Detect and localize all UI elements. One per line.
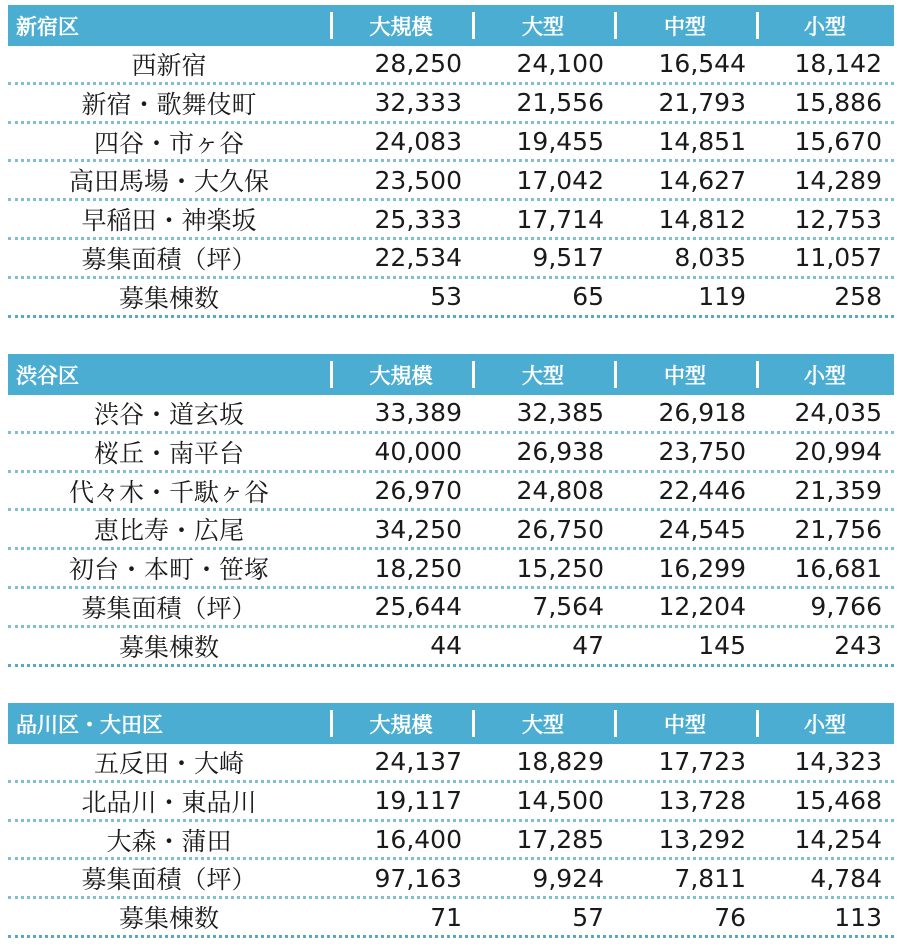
row-label: 募集面積（坪） — [81, 593, 257, 623]
row-label: 新宿・歌舞伎町 — [81, 89, 257, 119]
table-row — [8, 822, 894, 861]
cell-value: 14,812 — [658, 204, 746, 234]
cell-value: 243 — [834, 631, 882, 661]
cell-value: 14,500 — [516, 786, 604, 816]
cell-value: 23,750 — [658, 437, 746, 467]
table-row — [8, 744, 894, 783]
cell-value: 9,517 — [532, 243, 604, 273]
cell-value: 15,250 — [516, 553, 604, 583]
cell-value: 17,285 — [516, 824, 604, 854]
column-header: 小型 — [756, 5, 894, 46]
section-shibuya — [8, 354, 894, 667]
column-header: 大規模 — [330, 5, 472, 46]
cell-value: 145 — [698, 631, 746, 661]
row-label: 西新宿 — [131, 50, 207, 80]
cell-value: 13,292 — [658, 824, 746, 854]
cell-value: 17,714 — [516, 204, 604, 234]
cell-value: 40,000 — [374, 437, 462, 467]
section-title: 新宿区 — [16, 14, 79, 39]
cell-value: 26,938 — [516, 437, 604, 467]
table-row — [8, 46, 894, 85]
row-label: 五反田・大崎 — [93, 748, 244, 778]
section-shinjuku — [8, 5, 894, 318]
cell-value: 11,057 — [794, 243, 882, 273]
cell-value: 76 — [714, 902, 746, 932]
column-header: 中型 — [614, 5, 756, 46]
cell-value: 32,333 — [374, 88, 462, 118]
column-header: 大規模 — [330, 703, 472, 744]
row-label: 代々木・千駄ヶ谷 — [68, 477, 269, 507]
column-header: 大型 — [472, 354, 614, 395]
cell-value: 53 — [430, 282, 462, 312]
row-label: 大森・蒲田 — [106, 826, 232, 856]
table-row — [8, 511, 894, 550]
table-row — [8, 783, 894, 822]
cell-value: 16,681 — [794, 553, 882, 583]
table-row — [8, 860, 894, 899]
cell-value: 18,829 — [516, 747, 604, 777]
cell-value: 119 — [698, 282, 746, 312]
cell-value: 14,627 — [658, 165, 746, 195]
cell-value: 9,924 — [532, 863, 604, 893]
cell-value: 9,766 — [810, 592, 882, 622]
row-label: 募集面積（坪） — [81, 865, 257, 895]
section-title: 品川区・大田区 — [16, 712, 163, 737]
cell-value: 97,163 — [374, 863, 462, 893]
cell-value: 14,254 — [794, 824, 882, 854]
cell-value: 71 — [430, 902, 462, 932]
cell-value: 24,545 — [658, 514, 746, 544]
column-header: 大規模 — [330, 354, 472, 395]
cell-value: 17,042 — [516, 165, 604, 195]
row-label: 募集棟数 — [118, 632, 219, 662]
cell-value: 4,784 — [810, 863, 882, 893]
row-label: 恵比寿・広尾 — [93, 516, 244, 546]
table-row — [8, 85, 894, 124]
cell-value: 24,137 — [374, 747, 462, 777]
column-header: 中型 — [614, 703, 756, 744]
cell-value: 44 — [430, 631, 462, 661]
table-header — [8, 354, 894, 395]
cell-value: 14,323 — [794, 747, 882, 777]
cell-value: 15,886 — [794, 88, 882, 118]
table-row — [8, 124, 894, 163]
row-label: 高田馬場・大久保 — [68, 167, 269, 197]
row-label: 渋谷・道玄坂 — [93, 399, 244, 429]
table-row — [8, 162, 894, 201]
cell-value: 25,333 — [374, 204, 462, 234]
section-title: 渋谷区 — [16, 363, 79, 388]
cell-value: 47 — [572, 631, 604, 661]
cell-value: 16,400 — [374, 824, 462, 854]
cell-value: 24,808 — [516, 475, 604, 505]
cell-value: 19,117 — [374, 786, 462, 816]
cell-value: 25,644 — [374, 592, 462, 622]
table-row — [8, 201, 894, 240]
cell-value: 113 — [834, 902, 882, 932]
row-label: 四谷・市ヶ谷 — [93, 128, 244, 158]
row-label: 早稲田・神楽坂 — [81, 206, 257, 236]
cell-value: 16,544 — [658, 49, 746, 79]
cell-value: 32,385 — [516, 398, 604, 428]
cell-value: 15,670 — [794, 126, 882, 156]
row-label: 募集棟数 — [118, 283, 219, 313]
cell-value: 12,753 — [794, 204, 882, 234]
cell-value: 18,250 — [374, 553, 462, 583]
column-header: 大型 — [472, 703, 614, 744]
cell-value: 26,918 — [658, 398, 746, 428]
section-shinagawa-ota — [8, 703, 894, 938]
cell-value: 15,468 — [794, 786, 882, 816]
cell-value: 17,723 — [658, 747, 746, 777]
table-header — [8, 703, 894, 744]
cell-value: 14,289 — [794, 165, 882, 195]
row-label: 北品川・東品川 — [81, 787, 257, 817]
cell-value: 26,750 — [516, 514, 604, 544]
column-header: 小型 — [756, 703, 894, 744]
cell-value: 21,556 — [516, 88, 604, 118]
cell-value: 24,035 — [794, 398, 882, 428]
table-row — [8, 550, 894, 589]
cell-value: 22,446 — [658, 475, 746, 505]
table-row — [8, 628, 894, 667]
cell-value: 24,100 — [516, 49, 604, 79]
cell-value: 33,389 — [374, 398, 462, 428]
cell-value: 21,359 — [794, 475, 882, 505]
cell-value: 20,994 — [794, 437, 882, 467]
cell-value: 57 — [572, 902, 604, 932]
cell-value: 19,455 — [516, 126, 604, 156]
cell-value: 14,851 — [658, 126, 746, 156]
cell-value: 16,299 — [658, 553, 746, 583]
cell-value: 18,142 — [794, 49, 882, 79]
row-label: 初台・本町・笹塚 — [68, 555, 269, 585]
cell-value: 23,500 — [374, 165, 462, 195]
row-label: 募集棟数 — [118, 904, 219, 934]
table-row — [8, 279, 894, 318]
cell-value: 258 — [834, 282, 882, 312]
table-header — [8, 5, 894, 46]
cell-value: 26,970 — [374, 475, 462, 505]
table-row — [8, 899, 894, 938]
column-header: 小型 — [756, 354, 894, 395]
table-row — [8, 240, 894, 279]
table-row — [8, 473, 894, 512]
cell-value: 22,534 — [374, 243, 462, 273]
cell-value: 28,250 — [374, 49, 462, 79]
row-label: 桜丘・南平台 — [93, 438, 244, 468]
table-row — [8, 434, 894, 473]
cell-value: 34,250 — [374, 514, 462, 544]
column-header: 中型 — [614, 354, 756, 395]
cell-value: 65 — [572, 282, 604, 312]
cell-value: 7,811 — [674, 863, 746, 893]
cell-value: 8,035 — [674, 243, 746, 273]
cell-value: 7,564 — [532, 592, 604, 622]
row-label: 募集面積（坪） — [81, 244, 257, 274]
column-header: 大型 — [472, 5, 614, 46]
cell-value: 13,728 — [658, 786, 746, 816]
table-row — [8, 589, 894, 628]
cell-value: 24,083 — [374, 126, 462, 156]
table-row — [8, 395, 894, 434]
cell-value: 21,756 — [794, 514, 882, 544]
cell-value: 12,204 — [658, 592, 746, 622]
cell-value: 21,793 — [658, 88, 746, 118]
